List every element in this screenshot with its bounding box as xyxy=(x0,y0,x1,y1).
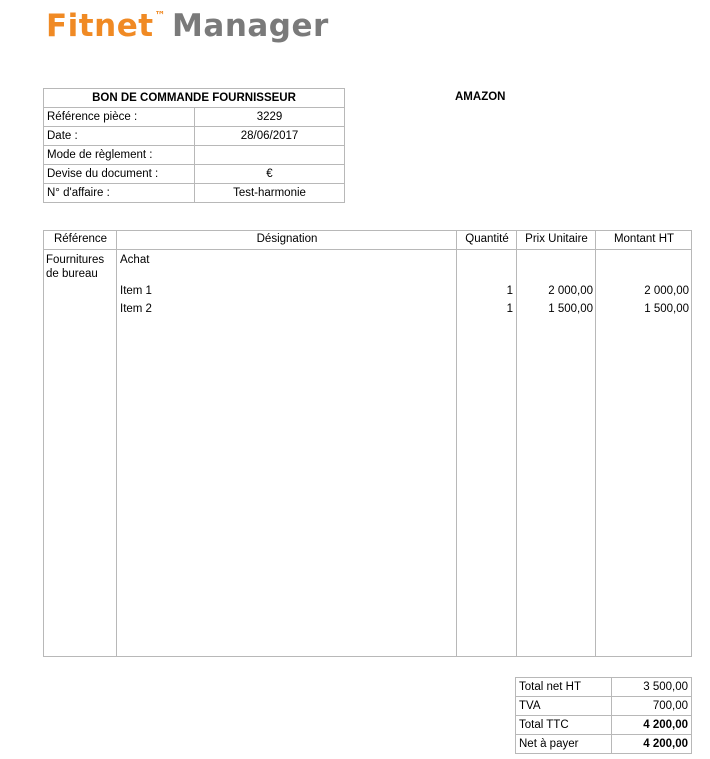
total-label: Net à payer xyxy=(516,735,612,754)
total-row xyxy=(516,697,692,716)
item-amount: 1 500,00 xyxy=(644,303,689,315)
line-reference: Fournitures xyxy=(46,254,105,266)
item-quantity: 1 xyxy=(506,285,513,297)
header-unit-price: Prix Unitaire xyxy=(525,233,588,245)
order-info-label: Devise du document : xyxy=(44,165,195,184)
order-info-label: Mode de règlement : xyxy=(44,146,195,165)
total-row xyxy=(516,716,692,735)
line-group: Achat xyxy=(120,254,150,266)
item-amount: 2 000,00 xyxy=(644,285,689,297)
logo-brand: Fitnet xyxy=(46,8,154,44)
item-unit-price: 1 500,00 xyxy=(548,303,593,315)
order-info-row xyxy=(44,184,345,203)
total-value: 4 200,00 xyxy=(612,735,692,754)
header-divider xyxy=(44,249,691,250)
total-value: 3 500,00 xyxy=(612,678,692,697)
order-info-row xyxy=(44,127,345,146)
total-label: TVA xyxy=(516,697,612,716)
header-reference: Référence xyxy=(53,233,108,245)
order-title: BON DE COMMANDE FOURNISSEUR xyxy=(44,89,345,108)
order-info-label: Date : xyxy=(44,127,195,146)
order-info-label: Référence pièce : xyxy=(44,108,195,127)
total-value: 700,00 xyxy=(612,697,692,716)
logo-product: Manager xyxy=(172,8,329,44)
totals-table xyxy=(515,677,692,754)
total-row xyxy=(516,735,692,754)
order-info-value: Test-harmonie xyxy=(195,184,345,203)
line-reference: de bureau xyxy=(46,268,98,280)
item-designation: Item 1 xyxy=(120,285,152,297)
order-info-row xyxy=(44,165,345,184)
total-value: 4 200,00 xyxy=(612,716,692,735)
order-info-value: € xyxy=(195,165,345,184)
order-info-row xyxy=(44,146,345,165)
order-lines-table xyxy=(43,230,692,657)
order-info-value: 28/06/2017 xyxy=(195,127,345,146)
item-unit-price: 2 000,00 xyxy=(548,285,593,297)
item-quantity: 1 xyxy=(506,303,513,315)
order-info-table xyxy=(43,88,345,203)
header-quantity: Quantité xyxy=(465,233,509,245)
total-label: Total net HT xyxy=(516,678,612,697)
column-reference xyxy=(44,231,117,656)
order-info-value xyxy=(195,146,345,165)
header-amount: Montant HT xyxy=(613,233,675,245)
header-designation: Désignation xyxy=(256,233,318,245)
order-info-value: 3229 xyxy=(195,108,345,127)
order-info-row xyxy=(44,108,345,127)
item-designation: Item 2 xyxy=(120,303,152,315)
total-label: Total TTC xyxy=(516,716,612,735)
column-designation xyxy=(117,231,457,656)
logo-trademark: ™ xyxy=(154,9,167,22)
supplier-name: AMAZON xyxy=(455,91,506,103)
fitnet-manager-logo xyxy=(46,8,329,44)
total-row xyxy=(516,678,692,697)
order-info-label: N° d'affaire : xyxy=(44,184,195,203)
